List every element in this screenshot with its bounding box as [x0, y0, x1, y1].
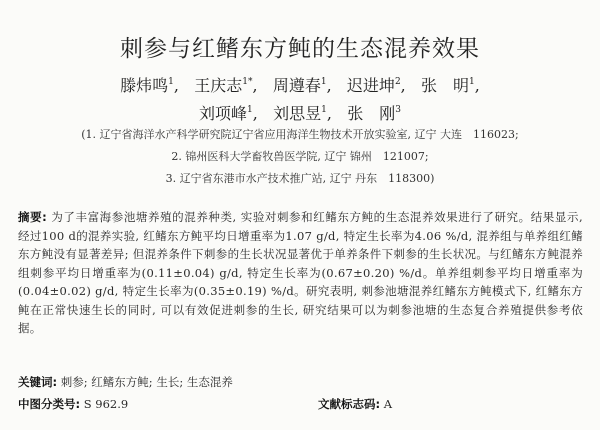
author: 周遵春$^1$ [272, 76, 327, 95]
document-code-label: 文献标志码: [318, 397, 381, 411]
author-list: 滕炜鸣$^1$, 王庆志$^{1*}$, 周遵春$^1$, 迟进坤$^2$, 张 明$^1$, 刘项峰$^1$, 刘思昱$^1$, 张 刚$^3$ [120, 76, 480, 123]
document-code-value: A [383, 397, 393, 411]
author: 张 明$^1$ [421, 76, 475, 95]
affiliation-2: 2. 锦州医科大学畜牧兽医学院, 辽宁 锦州 121007; [171, 150, 429, 163]
keywords-text: 刺参; 红鳍东方鲀; 生长; 生态混养 [60, 375, 233, 389]
keywords [18, 374, 583, 390]
classification-value: S 962.9 [83, 397, 129, 411]
document-code [318, 396, 392, 412]
classification-number [18, 396, 583, 412]
abstract [18, 208, 583, 338]
abstract-text: 为了丰富海参池塘养殖的混养种类, 实验对刺参和红鳍东方鲀的生态混养效果进行了研究。结果显示, 经过100 d的混养实验, 红鳍东方鲀平均日增重率为1.07 g/d, 特定生长率为4.06 %/d, 混养组与单养组红鳍东方鲀没有显著差异; 但混养条件下刺参的生长状况显著优于单养条件下刺参的生长状况。与红鳍东方鲀混养组刺参平均日增重率为(0.11±0.04) g/d, 特定生长率为(0.67±0.20) %/d。单养组刺参平均日增重率为(0.04±0.02) g/d, 特定生长率为(0.35±0.19) %/d。研究表明, 刺参池塘混养红鳍东方鲀模式下, 红鳍东方鲀在正常快速生长的同时, 可以有效促进刺参的生长, 研究结果可以为刺参池塘的生态复合养殖提供参考依据。 [18, 210, 584, 335]
abstract-label: 摘要: [18, 210, 48, 224]
affiliation-3: 3. 辽宁省东港市水产技术推广站, 辽宁 丹东 118300) [165, 172, 435, 185]
keywords-label: 关键词: [18, 375, 58, 389]
author: 刘思昱$^1$ [273, 104, 327, 123]
classification-label: 中图分类号: [18, 397, 81, 411]
author: 王庆志$^{1*}$ [194, 76, 253, 95]
author: 张 刚$^3$ [347, 104, 401, 123]
author: 迟进坤$^2$ [346, 76, 401, 95]
author: 滕炜鸣$^1$ [120, 76, 174, 95]
affiliation-1: (1. 辽宁省海洋水产科学研究院辽宁省应用海洋生物技术开放实验室, 辽宁 大连 116023; [81, 128, 519, 141]
author: 刘项峰$^1$ [199, 104, 253, 123]
paper-title: 刺参与红鳍东方鲀的生态混养效果 [120, 36, 480, 62]
